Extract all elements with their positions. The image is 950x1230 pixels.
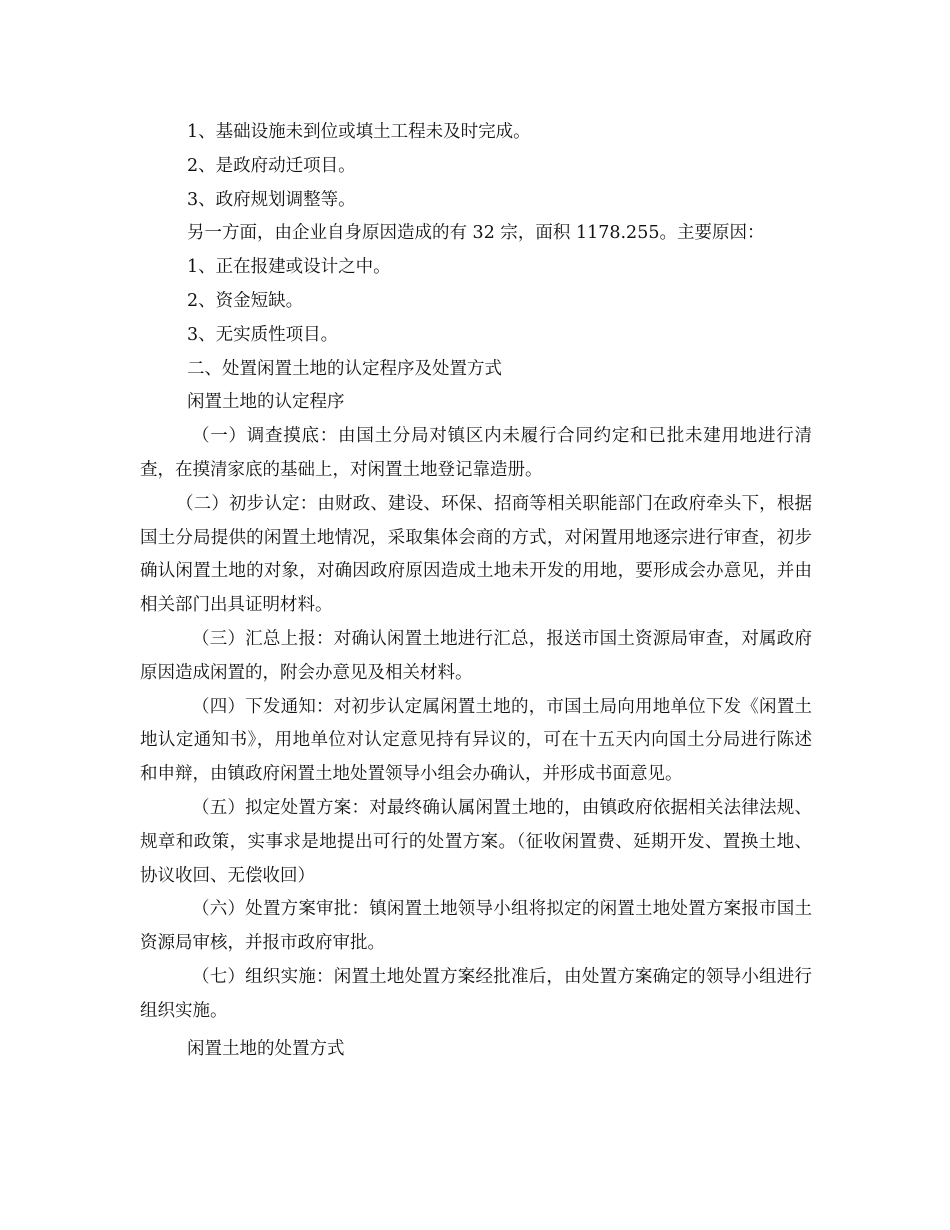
list-item-infrastructure: 1、基础设施未到位或填土工程未及时完成。 <box>187 122 531 142</box>
list-item-design: 1、正在报建或设计之中。 <box>187 257 391 278</box>
step-7-implementation: （七）组织实施：闲置土地处置方案经批准后，由处置方案确定的领导小组进行组织实施。 <box>140 966 812 1021</box>
step-6-approval: （六）处置方案审批：镇闲置土地领导小组将拟定的闲置土地处置方案报市国土资源局审核，并报市政府审批。 <box>140 899 812 954</box>
document-body <box>140 116 812 1066</box>
list-item-no-project: 3、无实质性项目。 <box>187 324 339 345</box>
step-4-notice: （四）下发通知：对初步认定属闲置土地的，市国土局向用地单位下发《闲置土地认定通知书》，用地单位对认定意见持有异议的，可在十五天内向国土分局进行陈述和申辩，由镇政府闲置土地处置领导小组会办确认，并形成书面意见。 <box>140 696 812 785</box>
list-item-funding: 2、资金短缺。 <box>187 290 304 311</box>
list-item-relocation: 2、是政府动迁项目。 <box>187 155 356 176</box>
closing-heading: 闲置土地的处置方式 <box>187 1038 345 1059</box>
list-item-planning: 3、政府规划调整等。 <box>187 189 356 210</box>
subsection-heading: 闲置土地的认定程序 <box>187 392 345 413</box>
step-5-plan: （五）拟定处置方案：对最终确认属闲置土地的，由镇政府依据相关法律法规、规章和政策，实事求是地提出可行的处置方案。（征收闲置费、延期开发、置换土地、协议收回、无偿收回） <box>140 797 812 886</box>
section-heading: 二、处置闲置土地的认定程序及处置方式 <box>187 358 502 379</box>
enterprise-causes-intro: 另一方面，由企业自身原因造成的有 32 宗，面积 1178.255。主要原因： <box>187 223 765 244</box>
step-1-survey: （一）调查摸底：由国土分局对镇区内未履行合同约定和已批未建用地进行清查，在摸清家底的基础上，对闲置土地登记靠造册。 <box>140 426 812 480</box>
step-2-preliminary: （二）初步认定：由财政、建设、环保、招商等相关职能部门在政府牵头下，根据国土分局提供的闲置土地情况，采取集体会商的方式，对闲置用地逐宗进行审查，初步确认闲置土地的对象，对确因政府原因造成土地未开发的用地，要形成会办意见，并由相关部门出具证明材料。 <box>140 493 812 616</box>
step-3-report: （三）汇总上报：对确认闲置土地进行汇总，报送市国土资源局审查，对属政府原因造成闲置的，附会办意见及相关材料。 <box>140 628 812 683</box>
